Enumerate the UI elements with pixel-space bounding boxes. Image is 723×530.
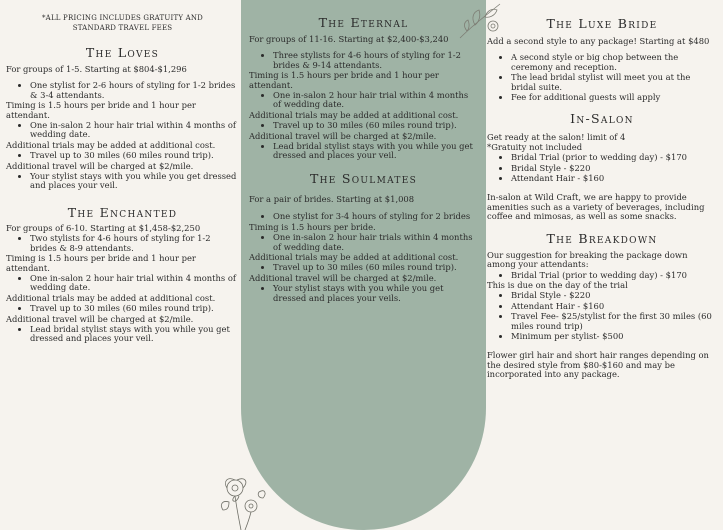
insalon-bullet-3: • Attendant Hair - $160: [511, 174, 717, 183]
loves-travel: Additional travel will be charged at $2/mile.: [6, 160, 194, 171]
luxe-bullet-1: • A second style or big chop between the ceremony and reception.: [511, 53, 717, 72]
eternal-intro: For groups of 11-16. Starting at $2,400-$3,240: [249, 34, 449, 44]
luxe-title: The Luxe Bride: [546, 16, 658, 31]
luxe-intro: Add a second style to any package! Starting at $480: [487, 36, 710, 46]
loves-list-2: [6, 121, 239, 140]
right-column: [487, 0, 717, 380]
eternal-title: The Eternal: [318, 15, 409, 30]
eternal-bullet-1: • Three stylists for 4-6 hours of styling for 1-2 brides & 9-14 attendants.: [273, 51, 478, 70]
enchanted-bullet-3: • Travel up to 30 miles (60 miles round trip).: [30, 304, 239, 313]
loves-bullet-3: • Travel up to 30 miles (60 miles round trip).: [30, 151, 239, 160]
insalon-gratuity-note: *Gratuity not included: [487, 141, 583, 152]
flower-cluster-icon: [215, 470, 270, 530]
breakdown-intro: Our suggestion for breaking the package down among your attendants:: [487, 249, 688, 270]
eternal-timing: Timing is 1.5 hours per bride and 1 hour per attendant.: [249, 70, 439, 90]
eternal-trials: Additional trials may be added at additional cost.: [249, 109, 459, 120]
eternal-bullet-3: • Travel up to 30 miles (60 miles round trip).: [273, 121, 478, 130]
loves-bullet-2: • One in-salon 2 hour hair trial within 4 months of wedding date.: [30, 121, 239, 140]
loves-bullet-1: • One stylist for 2-6 hours of styling for 1-2 brides & 3-4 attendants.: [30, 81, 239, 100]
breakdown-flower-girl: Flower girl hair and short hair ranges depending on the desired style from $80-$160 and may be incorporated into any package.: [487, 350, 709, 380]
soulmates-trials: Additional trials may be added at additional cost.: [249, 251, 459, 262]
soulmates-list-3: [249, 263, 478, 272]
breakdown-bullet-3: • Attendant Hair - $160: [511, 302, 717, 311]
insalon-bullet-1: • Bridal Trial (prior to wedding day) - $170: [511, 153, 717, 162]
soulmates-intro: For a pair of brides. Starting at $1,008: [249, 193, 415, 204]
breakdown-bullet-4: • Travel Fee- $25/stylist for the first 30 miles (60 miles round trip): [511, 312, 717, 331]
breakdown-bullet-2: • Bridal Style - $220: [511, 291, 717, 300]
enchanted-bullet-2: • One in-salon 2 hour hair trial within 4 months of wedding date.: [30, 274, 239, 293]
loves-list-4: [6, 172, 239, 191]
insalon-list: [487, 153, 717, 183]
enchanted-list-1: [6, 234, 239, 253]
loves-list-1: [6, 81, 239, 100]
enchanted-travel: Additional travel will be charged at $2/mile.: [6, 313, 194, 324]
pricing-note: [6, 13, 239, 33]
soulmates-list-4: [249, 284, 478, 303]
loves-title: The Loves: [85, 45, 160, 60]
eternal-list-3: [249, 121, 478, 130]
eternal-list-1: [249, 51, 478, 70]
soulmates-bullet-4: • Your stylist stays with you while you get dressed and places your veils.: [273, 284, 478, 303]
pricing-note-line1: *ALL PRICING INCLUDES GRATUITY AND: [41, 14, 203, 22]
enchanted-list-2: [6, 274, 239, 293]
loves-timing: Timing is 1.5 hours per bride and 1 hour per attendant.: [6, 100, 196, 120]
loves-bullet-4: • Your stylist stays with you while you get dressed and places your veil.: [30, 172, 239, 191]
enchanted-title: The Enchanted: [67, 204, 178, 220]
breakdown-due: This is due on the day of the trial: [487, 279, 628, 290]
center-column: [249, 0, 478, 304]
breakdown-list-2: [487, 291, 717, 341]
luxe-bullet-3: • Fee for additional guests will apply: [511, 93, 717, 102]
eternal-list-4: [249, 142, 478, 161]
soulmates-list-2: [249, 233, 478, 252]
breakdown-list-1: [487, 271, 717, 280]
eternal-bullet-4: • Lead bridal stylist stays with you while you get dressed and places your veil.: [273, 142, 478, 161]
soulmates-title: The Soulmates: [309, 170, 418, 186]
loves-trials: Additional trials may be added at additional cost.: [6, 139, 216, 150]
loves-list-3: [6, 151, 239, 160]
loves-intro: For groups of 1-5. Starting at $804-$1,296: [6, 64, 187, 74]
enchanted-bullet-1: • Two stylists for 4-6 hours of styling for 1-2 brides & 8-9 attendants.: [30, 234, 239, 253]
soulmates-bullet-2: • One in-salon 2 hour hair trials within 4 months of wedding date.: [273, 233, 478, 252]
soulmates-bullet-1: • One stylist for 3-4 hours of styling for 2 brides: [273, 212, 478, 221]
luxe-list: [487, 53, 717, 102]
enchanted-list-4: [6, 325, 239, 344]
enchanted-list-3: [6, 304, 239, 313]
soulmates-travel: Additional travel will be charged at $2/mile.: [249, 272, 437, 283]
eternal-bullet-2: • One in-salon 2 hour hair trial within 4 months of wedding date.: [273, 91, 478, 110]
left-column: [6, 0, 239, 345]
insalon-intro: Get ready at the salon! limit of 4: [487, 132, 626, 143]
eternal-list-2: [249, 91, 478, 110]
insalon-amenities: In-salon at Wild Craft, we are happy to provide amenities such as a variety of beverages, including coffee and mimosas, as well as some snacks.: [487, 192, 705, 222]
enchanted-bullet-4: • Lead bridal stylist stays with you while you get dressed and places your veil.: [30, 325, 239, 344]
soulmates-bullet-3: • Travel up to 30 miles (60 miles round trip).: [273, 263, 478, 272]
breakdown-bullet-5: • Minimum per stylist- $500: [511, 332, 717, 341]
pricing-note-line2: STANDARD TRAVEL FEES: [72, 24, 173, 32]
soulmates-list-1: [249, 212, 478, 221]
enchanted-timing: Timing is 1.5 hours per bride and 1 hour per attendant.: [6, 253, 196, 273]
enchanted-trials: Additional trials may be added at additional cost.: [6, 292, 216, 303]
insalon-bullet-2: • Bridal Style - $220: [511, 164, 717, 173]
insalon-title: In-Salon: [570, 111, 634, 127]
eternal-travel: Additional travel will be charged at $2/mile.: [249, 130, 437, 141]
breakdown-bullet-1: • Bridal Trial (prior to wedding day) - $170: [511, 271, 717, 280]
breakdown-title: The Breakdown: [546, 230, 658, 246]
soulmates-timing: Timing is 1.5 hours per bride.: [249, 221, 376, 232]
enchanted-intro: For groups of 6-10. Starting at $1,458-$2,250: [6, 222, 201, 233]
luxe-bullet-2: • The lead bridal stylist will meet you at the bridal suite.: [511, 73, 717, 92]
